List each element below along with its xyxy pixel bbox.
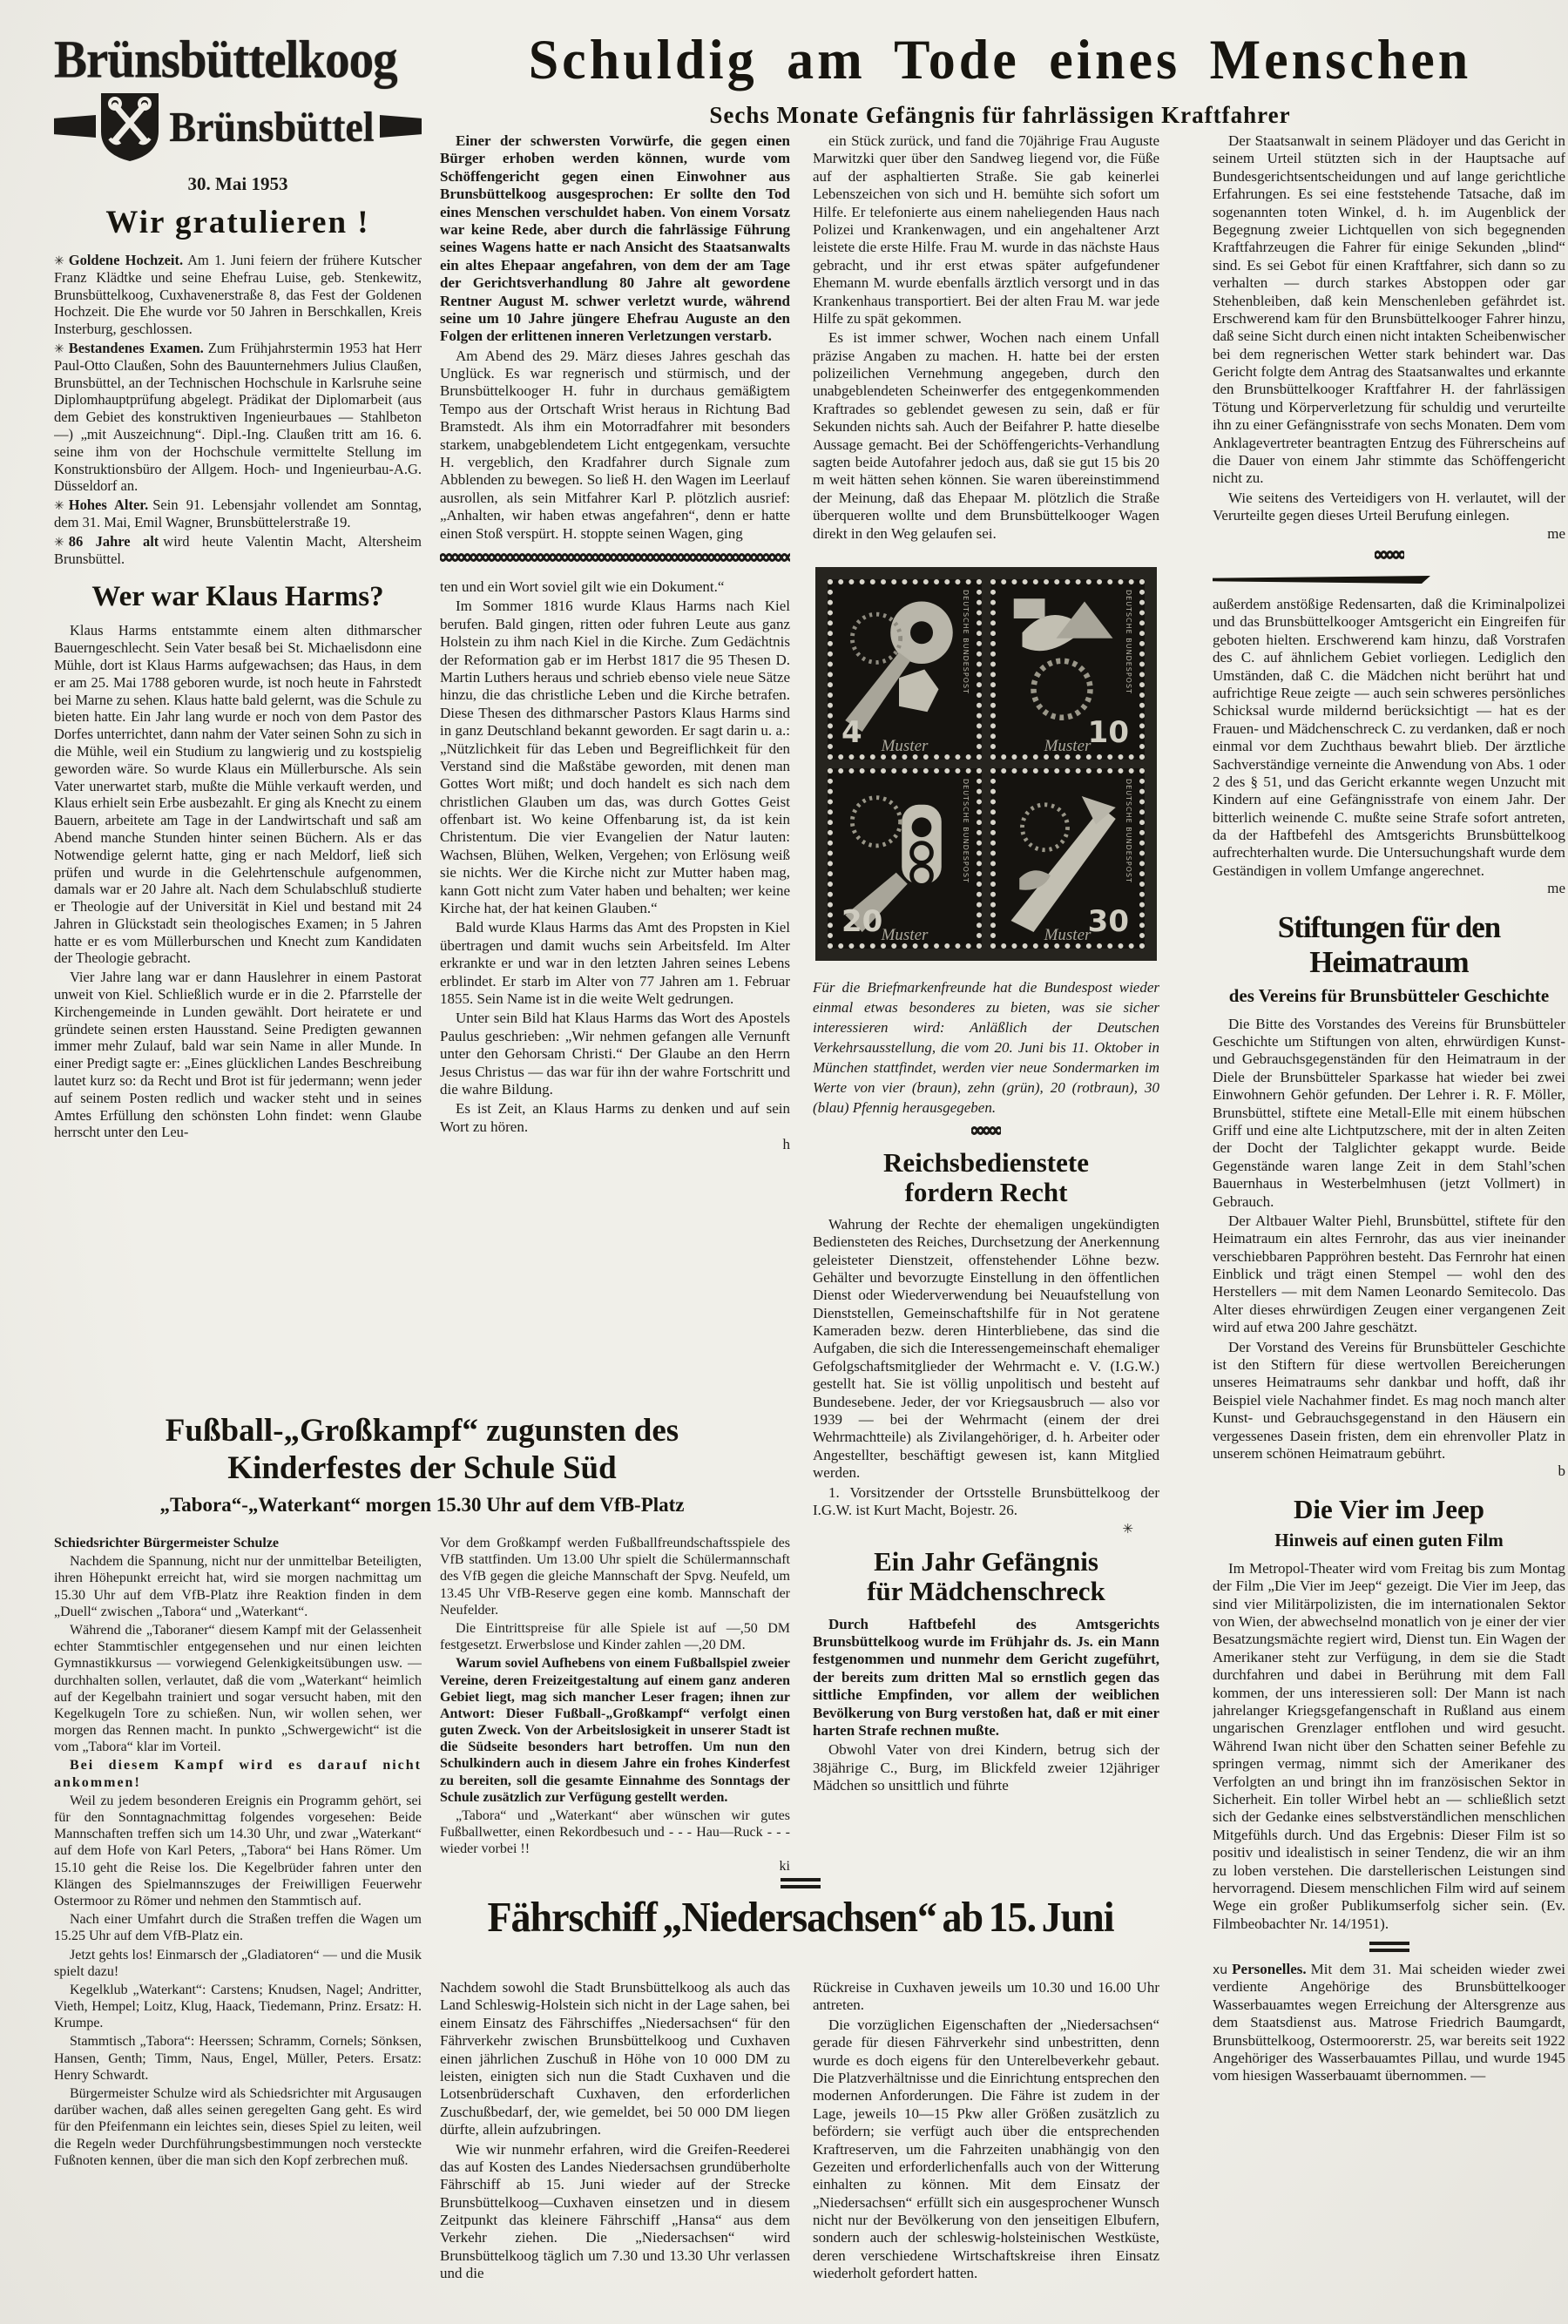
harms-title: Wer war Klaus Harms? (91, 581, 384, 613)
article-paragraph: außerdem anstößige Redensarten, daß die Kriminalpolizei und das Brunsbüttelkooger Amtsgericht ein Eingreifen für geboten hielten. Erschwerend kam hinzu, daß Vorstrafen des C. auf ähnlichem Gebiet vorliegen. Lediglich den Umständen, daß C. die Mädchen nicht berührt hat und aufrichtige Reue zeigte — auch sein schweres persönliches Schicksal wurde mildernd berücksichtigt — hat es der Frauen- und Mädchenschreck C. zu verdanken, daß er noch einmal vor dem Zuchthaus bewahrt blieb. Der ärztliche Sachverständige verneinte die Anwendung von Abs. 1 oder 2 des § 51, und das Gericht erkannte wegen Unzucht mit Kindern auf eine Gefängnisstrafe von einem Jahr. Der bitterlich weinende C. mußte seine Strafe sofort antreten, da der Haftbefehl des Amtsgerichts Brunsbüttelkoog aufrechterhalten wurde. Die Untersuchungshaft wurde dem Geständigen in vollem Umfange angerechnet. (1213, 595, 1565, 879)
article-paragraph: Im Sommer 1816 wurde Klaus Harms nach Kiel berufen. Bald gingen, ritten oder fuhren Leute aus ganz Holstein zu ihm nach Kiel in die Kirche. Zum Gedächtnis der Reformation gab er im Herbst 1817 die 95 Thesen D. Martin Luthers heraus und schrieb ebenso viele neue Sätze hinzu, die das christliche Leben und die Kirche betrafen. Diese Thesen des dithmarscher Pastors Klaus Harms sind in ganz Deutschland bekannt geworden. Er sagt darin u. a.: „Nützlichkeit für das Leben und Begreiflichkeit für den Verstand sind die Maßstäbe geworden, mit denen man Gottes Wort mißt; und doch handelt es sich nach dem christlichen Glauben um das, was durch Gottes Geist offenbart ist. Wo keine Offenbarung ist, da ist kein Christentum. Die vier Evangelien der Natur lauten: Wachsen, Blühen, Welken, Vergehen; von Erlösung weiß sie nichts. Wer die Kirche nicht zur Mutter haben mag, kann Gott nicht zum Vater haben und behalten; wer keine Kirche hat, der hat keinen Glauben.“ (440, 598, 790, 917)
article-paragraph: Während die „Taboraner“ diesem Kampf mit der Gelassenheit echter Stammtischler entgegensehen und nur einen leichten Gymnastikkursus — vorwiegend Gelenkigkeitsübungen usw. — durchhalten sollen, verlautet, daß die vom „Waterkant“ heimlich auf der Kegelbahn trainiert und sogar versucht haben, mit den Kegelkugeln Tore zu schießen. Nun, wir wollen sehen, wer morgen das Rennen macht. In punkto „Schwergewicht“ ist die vom „Tabora“ klar im Vorteil. (54, 1622, 422, 1755)
article-paragraph: 1. Vorsitzender der Ortsstelle Brunsbüttelkoog der I.G.W. ist Kurt Macht, Bojestr. 26. (813, 1483, 1159, 1518)
article-paragraph: Bald wurde Klaus Harms das Amt des Propsten in Kiel übertragen und damit wuchs sein Arbeitsfeld. Im Alter erkrankte er und war in den letzten Jahren seines Lebens erblindet. Er starb im Alter von 77 Jahren am 1. Februar 1855. Sein Name ist in die weite Welt gedrungen. (440, 919, 790, 1007)
faehrschiff-col-c (813, 1979, 1159, 2310)
article-paragraph: me (1547, 880, 1565, 897)
article-paragraph: Einer der schwersten Vorwürfe, die gegen einen Bürger erhoben werden können, wurde vom Schöffengericht gegen einen Einwohner aus Brunsbüttelkoog ausgesprochen: Er sollte den Tod eines Menschen verschuldet haben. Von einem Vorsatz war keine Rede, aber durch die fahrlässige Führung seines Wagens hatte er nach Ansicht des Staatsanwalts ein altes Ehepaar angefahren, von dem der am Tage der Gerichtsverhandlung 80 Jahre alt gewordene Rentner August M. schwer verletzt wurde, während seine um 10 Jahre jüngere Ehefrau Auguste an den Folgen der erlittenen inneren Verletzungen verstarb. (440, 132, 790, 345)
gratulieren-title: Wir gratulieren ! (105, 205, 370, 240)
article-paragraph: Es ist immer schwer, Wochen nach einem Unfall präzise Angaben zu machen. H. hatte bei der ersten polizeilichen Vernehmung angegeben, durch den unabgeblendeten Scheinwerfer des entgegenkommenden Kraftrades so geblendet gewesen zu sein, daß er für Sekunden nichts sah. Auch der Beifahrer P. hatte dieselbe Aussage gemacht. Bei der Schöffengerichts-Verhandlung sagten beide Autofahrer jedoch aus, daß sie gut 15 bis 20 m weit hätten sehen können. Sie waren übereinstimmend der Meinung, daß das Ehepaar M. plötzlich die Straße überqueren wollte und dem Brunsbüttelkooger Wagen direkt in den Weg gelaufen sei. (813, 329, 1159, 542)
gratulieren-item (54, 340, 422, 495)
article-paragraph: „Tabora“ und „Waterkant“ aber wünschen wir gutes Fußballwetter, einen Rekordbesuch und - - - Hau—Ruck - - - wieder vorbei !! (440, 1808, 790, 1857)
article-paragraph: Nachdem sowohl die Stadt Brunsbüttelkoog als auch das Land Schleswig-Holstein sich nicht in der Lage sahen, bei einem Einsatz des Fährschiffes „Niedersachsen“ für den Fährverkehr zwischen Brunsbüttelkoog und Cuxhaven einen jährlichen Zuschuß in Höhe von 10 000 DM zu leisten, einigten sich nun die Stadt Cuxhaven und die Lotsenbrüderschaft Cuxhaven, den erforderlichen Zuschußbedarf, der, wie gemeldet, bei 50 000 DM liegen dürfte, allein aufzubringen. (440, 1979, 790, 2138)
article-paragraph: Nach einer Umfahrt durch die Straßen treffen die Wagen um 15.25 Uhr auf dem VfB-Platz ein. (54, 1912, 422, 1944)
reichsbedienstete-title: Reichsbedienstete fordern Recht (883, 1146, 1089, 1207)
article-paragraph: Obwohl Vater von drei Kindern, betrug sich der 38jährige C., Burg, im Blickfeld zweier 12jähriger Mädchen so unsittlich und führte (813, 1741, 1159, 1794)
maedchenschreck-title: Ein Jahr Gefängnis für Mädchenschreck (867, 1546, 1105, 1607)
left-column (54, 31, 422, 1408)
sparkle-icon: ✳ (54, 499, 64, 514)
item-mark: xu (1213, 1963, 1228, 1978)
stamp-value: 10 (1087, 714, 1129, 750)
fussball-subhead: „Tabora“-„Waterkant“ morgen 15.30 Uhr auf dem VfB-Platz (159, 1494, 685, 1517)
issue-date: 30. Mai 1953 (187, 173, 288, 194)
article-paragraph: Warum soviel Aufhebens von einem Fußballspiel zweier Vereine, deren Freizeitgestaltung auf einem ganz anderen Gebiet liegt, mag sich mancher Leser fragen; ihnen zur Antwort: Dieser Fußball-„Großkampf“ verfolgt einen guten Zweck. Von der Arbeitslosigkeit in unserer Stadt ist die Südseite besonders hart betroffen. Um nun den Schulkindern auch in diesem Jahre ein frohes Kinderfest zu bereiten, soll die gesamte Einnahme des Sonntags der Schule zusätzlich zur Verfügung gestellt werden. (440, 1656, 790, 1805)
article-paragraph: Unter sein Bild hat Klaus Harms das Wort des Apostels Paulus geschrieben: „Wir nehmen gefangen alle Vernunft unter den Gehorsam Christi.“ Der Glaube an den Herrn Jesus Christus — das war für ihn der wahre Fortschritt und die wahre Bildung. (440, 1010, 790, 1098)
article-paragraph: Die Bitte des Vorstandes des Vereins für Brunsbütteler Geschichte um Stiftungen von alten, ehrwürdigen Kunst- und Gebrauchsgegenständen für den Heimatraum in der Diele der Brunsbütteler Sparkasse hat wieder bei zwei Einwohnern Gehör gefunden. Der Lehrer i. R. F. Möller, Brunsbüttel, stiftete eine Metall-Elle mit einem hübschen Griff und eine alte Lichtputzschere, mit der in alten Zeiten der Docht der Talglichter gekappt wurde. Beide Gegenstände waren lange Zeit in dem Stahl’schen Bauernhaus in Westerbelmhusen (jetzt Vollmert) in Gebrauch. (1213, 1015, 1565, 1210)
stamp-30pf (990, 768, 1145, 949)
column-b-top (440, 132, 790, 1404)
gratulieren-item (54, 533, 422, 568)
main-article-col3 (1213, 132, 1565, 543)
article-paragraph: Durch Haftbefehl des Amtsgerichts Brunsbüttelkoog wurde im Frühjahr ds. Js. ein Mann festgenommen und nunmehr dem Gericht zugeführt, der bereits zum dritten Mal so ernstlich gegen das sittliche Empfinden, vor allem der weiblichen Bevölkerung von Burg verstoßen hat, daß er mit einer harten Strafe rechnen mußte. (813, 1615, 1159, 1739)
main-article-col2 (813, 132, 1159, 543)
column-d (1213, 132, 1565, 2310)
harms-article-col-b (440, 578, 790, 1154)
maedchenschreck-article-col-d (1213, 596, 1565, 898)
masthead-subtitle: Brünsbüttel (169, 103, 375, 150)
banner-ribbon-left (54, 115, 96, 138)
jeep-title: Die Vier im Jeep (1294, 1493, 1484, 1524)
end-squiggle-icon (813, 1124, 1159, 1139)
article-paragraph: Schiedsrichter Bürgermeister Schulze (54, 1536, 280, 1550)
article-paragraph: Wie wir nunmehr erfahren, wird die Greifen-Reederei das auf Kosten des Landes Niedersachsen grundüberholte Fährschiff ab 15. Juni wieder auf der Strecke Brunsbüttelkoog—Cuxhaven einsetzen und in diesem Zeitpunkt das kleinere Fährschiff „Hansa“ aus dem Verkehr ziehen. Die „Niedersachsen“ wird Brunsbüttelkoog täglich um 7.30 und 13.30 Uhr verlassen und die (440, 2140, 790, 2282)
personelles-item (1213, 1961, 1565, 2085)
stamp-overprint: Muster (881, 925, 929, 944)
article-paragraph: Vor dem Großkampf werden Fußballfreundschaftsspiele des VfB stattfinden. Um 13.00 Uhr spielt die Schülermannschaft des VfB gegen die gleiche Mannschaft der Spvg. Neufeld, um 13.45 Uhr VfB-Reserve gegen eine komb. Mannschaft der Neufelder. (440, 1536, 790, 1618)
stamp-overprint: Muster (1044, 925, 1092, 944)
reichsbedienstete-article (813, 1216, 1159, 1520)
main-headline: Schuldig am Tode eines Menschen (528, 29, 1472, 91)
article-paragraph: Nachdem die Spannung, nicht nur der unmittelbar Beteiligten, ihren Höhepunkt erreicht hat, wird sie morgen nachmittag um 15.30 Uhr auf dem VfB-Platz ihre Reaktion finden in dem „Duell“ zwischen „Tabora“ und „Waterkant“. (54, 1554, 422, 1619)
faehrschiff-col-b (440, 1979, 790, 2310)
fussball-col-a (54, 1535, 422, 2289)
item-text: Am 1. Juni feiern der frühere Kutscher Franz Klädtke und seine Ehefrau Luise, geb. Stenkewitz, Brunsbüttelkoog, Cuxhavenerstraße 8, das Fest der Goldenen Hochzeit. Die Ehe wurde vor 50 Jahren in Berschkallen, Kreis Insterburg, geschlossen. (54, 252, 422, 338)
sparkle-icon: ✳ (54, 254, 64, 268)
article-paragraph: Jetzt gehts los! Einmarsch der „Gladiatoren“ — und die Musik spielt dazu! (54, 1947, 422, 1979)
sparkle-icon: ✳ (54, 535, 64, 550)
main-headline-block (436, 30, 1565, 129)
faehrschiff-headline-block (440, 1878, 1161, 1940)
article-paragraph: h (782, 1136, 790, 1153)
main-subhead: Sechs Monate Gefängnis für fahrlässigen Kraftfahrer (709, 102, 1291, 128)
sparkle-icon: ✳ (54, 341, 64, 356)
stamps-caption: Für die Briefmarkenfreunde hat die Bundespost wieder einmal etwas besonderes zu bieten, was sie sicher interessieren wird: Anläßlich der Deutschen Verkehrsausstellung, die vom 20. Juni bis 11. Oktober in München stattfindet, werden vier neue Sondermarken im Werte von vier (braun), zehn (grün), 20 (rotbraun), 30 (blau) Pfennig herausgegeben. (813, 978, 1159, 1116)
stamp-value: 4 (841, 714, 862, 750)
article-paragraph: ein Stück zurück, und fand die 70jährige Frau Auguste Marwitzki quer über den Sandweg liegend vor, die Füße auf der asphaltierten Straße. Sie gab keinerlei Lebenszeichen von sich und H. bemühte sich sofort um Hilfe. Er telefonierte aus einem naheliegenden Haus nach Polizei und Krankenwagen, und ein angehaltener Arzt leistete die erste Hilfe. Frau M. wurde in das nächste Haus gebracht, und ihr erst etwas später aufgefundener Ehemann M. wurde ebenfalls ärztlich versorgt und in das Krankenhaus transportiert. Bei der alten Frau M. war jede Hilfe zu spät gekommen. (813, 132, 1159, 327)
column-c-top (813, 132, 1159, 1962)
stamp-20pf (828, 768, 982, 949)
fussball-headline: Fußball-„Großkampf“ zugunsten des Kinderfestes der Schule Süd (165, 1413, 679, 1486)
jeep-subtitle: Hinweis auf einen guten Film (1274, 1529, 1504, 1550)
stamp-side-text: DEUTSCHE BUNDESPOST (962, 589, 970, 694)
equals-divider (781, 1878, 821, 1888)
item-text: Mit dem 31. Mai scheiden wieder zwei verdiente Angehörige des Brunsbüttelkooger Wasserbauamtes wegen Erreichung der Altersgrenze aus dem Staatsdienst aus. Matrose Friedrich Baumgardt, Brunsbüttelkoog, Ostermoorerstr. 25, war bereits seit 1922 Angehöriger des Wasserbauamtes Pillau, und wurde 1945 vom hiesigen Wasserbauamt übernommen. — (1213, 1961, 1565, 2084)
stiftungen-article (1213, 1016, 1565, 1481)
stamp-overprint: Muster (881, 736, 929, 755)
article-paragraph: Am Abend des 29. März dieses Jahres geschah das Unglück. Es war regnerisch und stürmisch, und der Brunsbüttelkooger H. fuhr in durchaus gemäßigtem Tempo aus der Ortschaft Wrist heraus in Richtung Bad Bramstedt. Als ihm ein Motorradfahrer mit besonders starkem, unabgeblendetem Licht entgegenkam, versuchte H. vergeblich, den Kradfahrer durch Signale zum Abblenden zu bewegen. So ließ H. den Wagen im Leerlauf ausrollen, als sein Mitfahrer Karl P. plötzlich ausrief: „Anhalten, wir haben etwas angefahren“, denn er hatte einen Stoß verspürt. H. stoppte seinen Wagen, ging (440, 347, 790, 542)
item-lead: Goldene Hochzeit. (68, 252, 184, 268)
fussball-col-b (440, 1535, 790, 1876)
end-squiggle-icon (1213, 548, 1565, 564)
fussball-headline-block (54, 1413, 790, 1517)
article-paragraph: Weil zu jedem besonderen Ereignis ein Programm gehört, sei für den Sonntagnachmittag folgendes vorgesehen: Beide Mannschaften treffen sich um 14.30 Uhr, und zwar „Waterkant“ auf dem Hofe von Karl Peters, „Tabora“ bei Hans Römer. Um 15.10 geht die Reise los. Die Kegelbrüder fahren unter den Klängen des Spielmannszuges der Freiwilligen Feuerwehr Ostermoor zu Römer und nehmen den Stammtisch auf. (54, 1793, 422, 1909)
wave-divider (440, 551, 790, 570)
article-paragraph: Vier Jahre lang war er dann Hauslehrer in einem Pastorat unweit von Kiel. Schließlich wurde er in die 2. Pfarrstelle der Kirchengemeinde in Lunden gewählt. Dort heiratete er und gründete seinen ersten Hausstand. Seine Predigten gewannen immer mehr Zulauf, bald war sein Name in aller Munde. In einer Predigt sagte er: „Eines glücklichen Landes Beschreibung lautet kurz so: da Recht und Brot ist für jedermann; wenn jeder auf seinem Posten redlich und wacker steht und in seines Amtes Erfüllung den schönsten Lohn findet: wenn Glaube herrscht unter den Leu- (54, 969, 422, 1141)
tapered-rule (1213, 576, 1430, 584)
article-paragraph: Die Eintrittspreise für alle Spiele ist auf —,50 DM festgesetzt. Erwerbslose und Kinder zahlen —,20 DM. (440, 1620, 790, 1653)
stamp-value: 20 (841, 903, 883, 939)
item-lead: Bestandenes Examen. (68, 339, 204, 356)
stamp-side-text: DEUTSCHE BUNDESPOST (962, 778, 970, 883)
item-lead: Hohes Alter. (68, 497, 149, 514)
article-paragraph: ki (779, 1858, 790, 1874)
stamp-side-text: DEUTSCHE BUNDESPOST (1125, 778, 1132, 883)
item-lead: Personelles. (1232, 1961, 1307, 1978)
stamps-photo (815, 567, 1157, 961)
stamp-value: 30 (1087, 903, 1129, 939)
stamp-side-text: DEUTSCHE BUNDESPOST (1125, 589, 1132, 694)
article-paragraph: Es ist Zeit, an Klaus Harms zu denken und auf sein Wort zu hören. (440, 1100, 790, 1135)
article-paragraph: Der Staatsanwalt in seinem Plädoyer und das Gericht in seinem Urteil stützten sich in der Hauptsache auf Bundesgerichtsentscheidungen und auf lange gerichtliche Erfahrungen. Es sei eine feststehende Tatsache, daß im sogenannten toten Winkel, d. h. im Augenblick der Begegnung zweier Lichtquellen von sich begegnenden Kraftfahrzeugen die Fahrer für einige Sekunden „blind“ sind. Es sei Gebot für einen Kraftfahrer, sich dann so zu verhalten — durch starkes Abstoppen oder gar Stehenbleiben, daß kein Menschenleben gefährdet ist. Erschwerend kam für den Brunsbüttelkooger Fahrer hinzu, daß seine Sicht durch einen nicht intakten Scheibenwischer bei dem regnerischen Wetter stark behindert war. Das Gericht folgte dem Antrag des Staatsanwaltes und erkannte den Brunsbüttelkooger Kraftfahrer H. der fahrlässigen Tötung und Körperverletzung für schuldig und verurteilte ihn zu einer Gefängnisstrafe von sechs Monaten. Dem vom Anklagevertreter beantragten Entzug des Führerscheins auf die Dauer von einem Jahr stimmte das Schöffengericht nicht zu. (1213, 132, 1565, 487)
jeep-article (1213, 1560, 1565, 1933)
article-paragraph: Kegelklub „Waterkant“: Carstens; Knudsen, Nagel; Andritter, Vieth, Hempel; Loitz, Klug, Haack, Tiedemann, Prinz. Ersatz: H. Krumpe. (54, 1982, 422, 2031)
stamp-4pf (828, 579, 982, 760)
article-paragraph: b (1558, 1463, 1565, 1480)
masthead-banner (54, 90, 422, 163)
equals-divider (1369, 1942, 1409, 1952)
gratulieren-item (54, 252, 422, 338)
article-paragraph: Rückreise in Cuxhaven jeweils um 10.30 und 16.00 Uhr antreten. (813, 1979, 1159, 2014)
stiftungen-subtitle: des Vereins für Brunsbütteler Geschichte (1228, 984, 1550, 1006)
article-paragraph: Wahrung der Rechte der ehemaligen ungekündigten Bediensteten des Reiches, Durchsetzung der Anerkennung geleisteter Dienstzeit, offenstehender Löhne bezw. Gehälter und bevorzugte Einstellung in den öffentlichen Dienst oder Wiederverwendung bei Neuaufstellung von Dienststellen, Gemeinschaftshilfe für in Not geratene Kameraden bezw. deren Hinterbliebene, das sind die Aufgaben, die sich die Interessengemeinschaft ehemaliger Gefolgschaftsmitglieder der Wehrmacht e. V. (I.G.W.) gestellt hat. Sie ist völlig unpolitisch und besteht auf Bundesebene. Jeder, der vor Kriegsausbruch — also vor 1939 — bei der Wehrmacht (einem der drei Wehrmachtteile) als Zivilangehöriger, d. h. Arbeiter oder Angestellter, beschäftigt gewesen ist, kann Mitglied werden. (813, 1215, 1159, 1482)
article-paragraph: Wie seitens des Verteidigers von H. verlautet, will der Verurteilte gegen dieses Urteil Berufung einlegen. (1213, 489, 1565, 524)
article-paragraph: Im Metropol-Theater wird vom Freitag bis zum Montag der Film „Die Vier im Jeep“ gezeigt. Die Vier im Jeep, das sind vier Militärpolizisten, die im internationalen Sektor von Wien, der abwechselnd monatlich von je einer der vier Besatzungsmächte regiert wird, Dienst tun. Ein Wagen der Amerikaner steht zur Verfügung, in dem sie die Stadt durchfahren und dabei in Berührung mit dem Fall kommen, der uns interessieren soll: Der Mann ist nach jahrelanger Kriegsgefangenschaft in Rußland aus einem ungarischen Grenzlager entflohen und wird gesucht. Während Iwan nicht über den Schatten seiner Befehle zu springen vermag, nimmt sich der Amerikaner des Verfolgten an und bringt ihn im französischen Sektor in Sicherheit. Ein toller Wirbel hebt an — schließlich setzt sich der Gedanke eines selbstverständlichen menschlichen Mitgefühls durch. Und das Ergebnis: Dieser Film ist so positiv und idealistisch in seiner Tendenz, die wir an ihm zu loben verstehen. Die darstellerischen Leistungen sind hervorragend. Diesem menschlichen Film wird auf seinem Wege ein großer Publikumserfolg sicher sein. (Ev. Filmbeobachter Nr. 14/1951). (1213, 1559, 1565, 1932)
item-text: wird heute Valentin Macht, Altersheim Brunsbüttel. (54, 532, 422, 567)
article-paragraph: Bei diesem Kampf wird es darauf nicht ankommen! (54, 1758, 422, 1790)
gratulieren-items (54, 252, 422, 567)
faehrschiff-headline: Fährschiff „Niedersachsen“ ab 15. Juni (487, 1893, 1114, 1941)
article-paragraph: Bürgermeister Schulze wird als Schiedsrichter mit Argusaugen darüber wachen, daß alles seinen geregelten Gang geht. Es wird für den Pfeifenmann ein leichtes sein, dieses Spiel zu leiten, weil die Regeln weder Durchführungsbestimmungen noch versteckte Fußnoten kennen, über die man sich den Kopf zerbrechen muß. (54, 2086, 422, 2168)
article-paragraph: Die vorzüglichen Eigenschaften der „Niedersachsen“ gerade für diesen Fährverkehr sind unbestritten, denn wurde es doch eigens für den Unterelbeverkehr gebaut. Die Platzverhältnisse und die Einrichtung entsprechen den modernen Anforderungen. Die Fähre ist zudem in der Lage, jeweils 10—15 Pkw aller Größen zusätzlich zu befördern; sie verfügt auch über die entsprechenden Kraftreserven, um die Fahrzeiten unabhängig von den Gezeiten und erforderlichenfalls auch von der Witterung einhalten zu können. Mit dem Einsatz der „Niedersachsen“ erfüllt sich ein ausgesprochener Wunsch nicht nur der Bevölkerung von den jenseitigen Elbufern, sondern auch der schleswig-holsteinischen Westküste, deren verschiedene Wirtschaftskreise ihren Einsatz wiederholt gefordert hatten. (813, 2016, 1159, 2282)
stamp-overprint: Muster (1044, 736, 1092, 755)
article-paragraph: Stammtisch „Tabora“: Heerssen; Schramm, Cornels; Sönksen, Hansen, Genth; Timm, Naus, Engel, Müller, Peters. Ersatz: Henry Schwardt. (54, 2034, 422, 2083)
item-lead: 86 Jahre alt (68, 532, 159, 550)
star-end-icon: ✳ (1122, 1521, 1133, 1537)
item-text: Sein 91. Lebensjahr vollendet am Sonntag, dem 31. Mai, Emil Wagner, Brunsbüttelerstraße 19. (54, 497, 422, 530)
town-crest-anchors-icon (98, 90, 162, 163)
main-article-col1 (440, 132, 790, 543)
maedchenschreck-article-col-c (813, 1616, 1159, 1795)
banner-ribbon-right (380, 115, 422, 138)
masthead-title: Brünsbüttelkoog (54, 31, 397, 90)
article-paragraph: Klaus Harms entstammte einem alten dithmarscher Bauerngeschlecht. Sein Vater besaß bei St. Michaelisdonn eine Mühle, dort ist Klaus Harms aufgewachsen; das Haus, in dem er am 25. Mai 1788 geboren wurde, ist noch heute in Fahrstedt bei Marne zu sehen. Klaus hatte bald gelernt, was die Schule zu bieten hatte. Ein Jahr lang wurde er noch von dem Pastor des Dorfes unterrichtet, dann nahm der Vater seinen Sohn zu sich in die Mühle, weil ein Studium zu langwierig und zu kostspielig geworden wäre. So wurde Klaus ein Müllerbursche. Als sein Vater unerwartet starb, mußte die Mühle verkauft werden, und Klaus erhielt sein Erbe ausbezahlt. Er ging als Knecht zu einem Bauern, arbeitete am Tage in der Landwirtschaft und saß am Abend manche Stunden hinter seinen Büchern. Als er das Notwendige gelernt hatte, ging er nach Meldorf, ließ sich prüfen und wurde in die Gelehrtenschule aufgenommen, damals war er 20 Jahre alt. Nach dem Schulabschluß studierte er Theologie auf der Universität in Kiel und bestand mit 24 Jahren in Glückstadt sein theologisches Examen; in 5 Jahren hatte er es vom Müllerburschen und Knecht zum Kandidaten der Theologie gebracht. (54, 622, 422, 967)
harms-article-col-a (54, 622, 422, 1141)
article-paragraph: ten und ein Wort soviel gilt wie ein Dokument.“ (440, 578, 725, 595)
gratulieren-item (54, 497, 422, 531)
item-text: Zum Frühjahrstermin 1953 hat Herr Paul-Otto Claußen, Sohn des Bauunternehmers Julius Claußen, Brunsbüttel, an der Technischen Hochschule in Karlsruhe seine Diplomhauptprüfung abgelegt. Prädikat der Diplomarbeit (aus dem Gebiet des konstruktiven Ingenieurbaues — Stahlbeton —) „mit Auszeichnung“. Dipl.-Ing. Claußen tritt am 16. 6. seine ihm von der Hochschule vermittelte Stellung im Konstruktionsbüro der Allgem. Hoch- und Ingenieurbau-A.G. Düsseldorf an. (54, 339, 422, 495)
article-paragraph: Der Vorstand des Vereins für Brunsbütteler Geschichte ist den Stiftern für diese wertvollen Bereicherungen unseres Heimatraums sehr dankbar und hofft, daß ihr Beispiel viele Nachahmer findet. Es mag noch manch alter Kunst- und Gebrauchsgegenstand in den Häusern ein vergessenes Dasein fristen, dem ein ehrenvoller Platz in unserem schönen Heimatraum gebührt. (1213, 1338, 1565, 1462)
stamp-10pf (990, 579, 1145, 760)
article-paragraph: Der Altbauer Walter Piehl, Brunsbüttel, stiftete für den Heimatraum ein altes Fernrohr, das aus vier ineinander verschiebbaren Pappröhren besteht. Das Fernrohr hat einen Einblick und trägt einen Stempel — wohl den des Herstellers — mit dem Namen Leonardo Semitecolo. Das Alter dieses ehrwürdigen Zeugen einer vergangenen Zeit wird auf etwa 200 Jahre geschätzt. (1213, 1212, 1565, 1336)
stiftungen-title: Stiftungen für den Heimatraum (1277, 909, 1501, 979)
article-paragraph: me (1547, 524, 1565, 542)
